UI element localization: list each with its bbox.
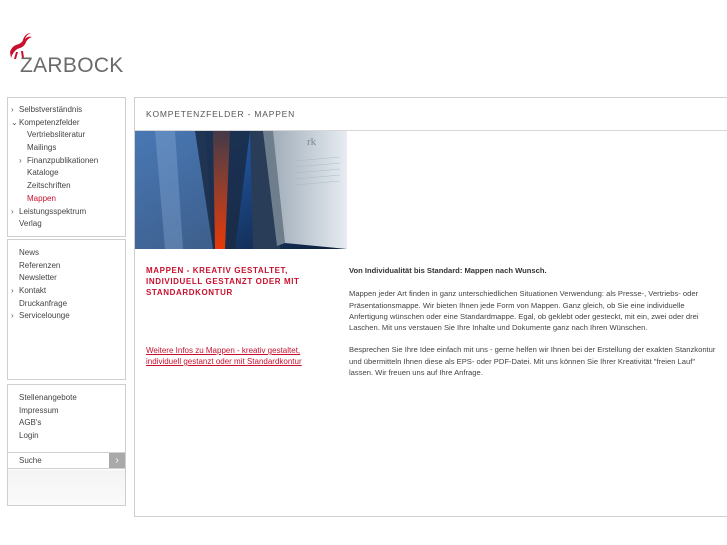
- nav-item-label: News: [19, 248, 40, 257]
- nav-item-label: Kompetenzfelder: [19, 117, 80, 127]
- chevron-right-icon: ›: [11, 311, 14, 321]
- nav-item-zeitschriften[interactable]: [8, 180, 125, 193]
- breadcrumb: KOMPETENZFELDER - MAPPEN: [146, 109, 296, 119]
- search-bar: [8, 452, 125, 469]
- nav-item-referenzen[interactable]: [8, 260, 125, 273]
- hero-photo: [135, 131, 347, 249]
- nav-item-label: Newsletter: [19, 273, 57, 283]
- nav-item-kataloge[interactable]: [8, 167, 125, 180]
- nav-item-label: Selbstverständnis: [19, 105, 83, 114]
- more-info-link[interactable]: Weitere Infos zu Mappen - kreativ gestaltet, individuell gestanzt oder mit Standardkontur: [146, 346, 302, 366]
- nav-item-mailings[interactable]: [8, 142, 125, 155]
- nav-item-label: Mailings: [27, 143, 57, 153]
- footer-shade: [8, 470, 125, 505]
- nav-item-agb[interactable]: [8, 417, 125, 430]
- paragraph: Mappen jeder Art finden in ganz unterschiedlichen Situationen Verwendung: als Presse-, Vertriebs- oder Präsentationsmappe. Wir bieten Ihnen jede Form von Mappen. Ganz gleich, ob Sie eine individuelle Anfertigung wünschen oder eine Standardmappe. Egal, ob geklebt oder gesteckt, mit ein, zwei oder drei Laschen. Mit uns verstauen Sie Ihre Inhalte und Dokumente ganz nach Ihren Wünschen.: [349, 289, 699, 333]
- nav-item-label: Druckanfrage: [19, 298, 68, 308]
- nav-item-finanzpublikationen[interactable]: [8, 155, 125, 168]
- nav-item-druckanfrage[interactable]: [8, 298, 125, 311]
- nav-item-label: Impressum: [19, 405, 59, 415]
- nav-item-label: Zeitschriften: [27, 181, 71, 191]
- nav-item-label: Servicelounge: [19, 311, 70, 321]
- nav-item-label: Kontakt: [19, 286, 47, 296]
- nav-item-label: Leistungsspektrum: [19, 206, 87, 216]
- nav-item-label: Login: [19, 431, 39, 441]
- nav-item-impressum[interactable]: [8, 405, 125, 418]
- lead-paragraph: Von Individualität bis Standard: Mappen nach Wunsch.: [349, 266, 547, 275]
- nav-item-label: Kataloge: [27, 168, 59, 178]
- nav-item-label: Mappen: [27, 193, 56, 203]
- chevron-right-icon: ›: [19, 155, 22, 165]
- nav-item-news[interactable]: [8, 247, 125, 260]
- nav-item-label: Verlag: [19, 219, 42, 229]
- nav-item-mappen[interactable]: [8, 193, 125, 206]
- chevron-right-icon: ›: [11, 105, 14, 114]
- main-navigation: [7, 97, 126, 237]
- nav-item-vertriebsliteratur[interactable]: [8, 129, 125, 142]
- nav-item-selbstverstaendnis[interactable]: [8, 104, 125, 117]
- search-input[interactable]: [8, 453, 109, 468]
- content-area: [134, 97, 727, 517]
- nav-item-leistungsspektrum[interactable]: [8, 206, 125, 219]
- chevron-down-icon: ⌄: [11, 117, 18, 127]
- nav-item-label: Vertriebsliteratur: [27, 130, 86, 140]
- logo[interactable]: [7, 32, 132, 78]
- section-headline: MAPPEN - KREATIV GESTALTET, INDIVIDUELL GESTANZT ODER MIT STANDARDKONTUR: [146, 266, 300, 297]
- nav-item-servicelounge[interactable]: [8, 310, 125, 323]
- body-text: [349, 265, 719, 389]
- secondary-navigation: [7, 239, 126, 380]
- hero-image: [135, 131, 347, 249]
- search-submit-button[interactable]: ›: [109, 453, 125, 468]
- hero-caption: rk: [307, 136, 317, 148]
- nav-item-kompetenzfelder[interactable]: [8, 117, 125, 130]
- footer-navigation: [7, 384, 126, 506]
- nav-item-label: Finanzpublikationen: [27, 155, 99, 165]
- logo-wordmark: ZARBOCK: [20, 54, 124, 77]
- paragraph: Besprechen Sie Ihre Idee einfach mit uns - gerne helfen wir Ihnen bei der Erstellung der exakten Stanzkontur und übermitteln Ihnen diese als EPS- oder PDF-Datei. Mit uns können Sie Ihrer Kreativität "freien Lauf" lassen. Wir freuen uns auf Ihre Anfrage.: [349, 345, 716, 378]
- nav-item-label: Referenzen: [19, 260, 61, 270]
- nav-item-stellenangebote[interactable]: [8, 392, 125, 405]
- nav-item-label: AGB's: [19, 418, 42, 428]
- nav-item-login[interactable]: [8, 430, 125, 443]
- nav-item-kontakt[interactable]: [8, 285, 125, 298]
- chevron-right-icon: ›: [11, 286, 14, 296]
- chevron-right-icon: ›: [11, 206, 14, 216]
- nav-item-verlag[interactable]: [8, 218, 125, 231]
- nav-item-label: Stellenangebote: [19, 393, 77, 402]
- nav-item-newsletter[interactable]: [8, 272, 125, 285]
